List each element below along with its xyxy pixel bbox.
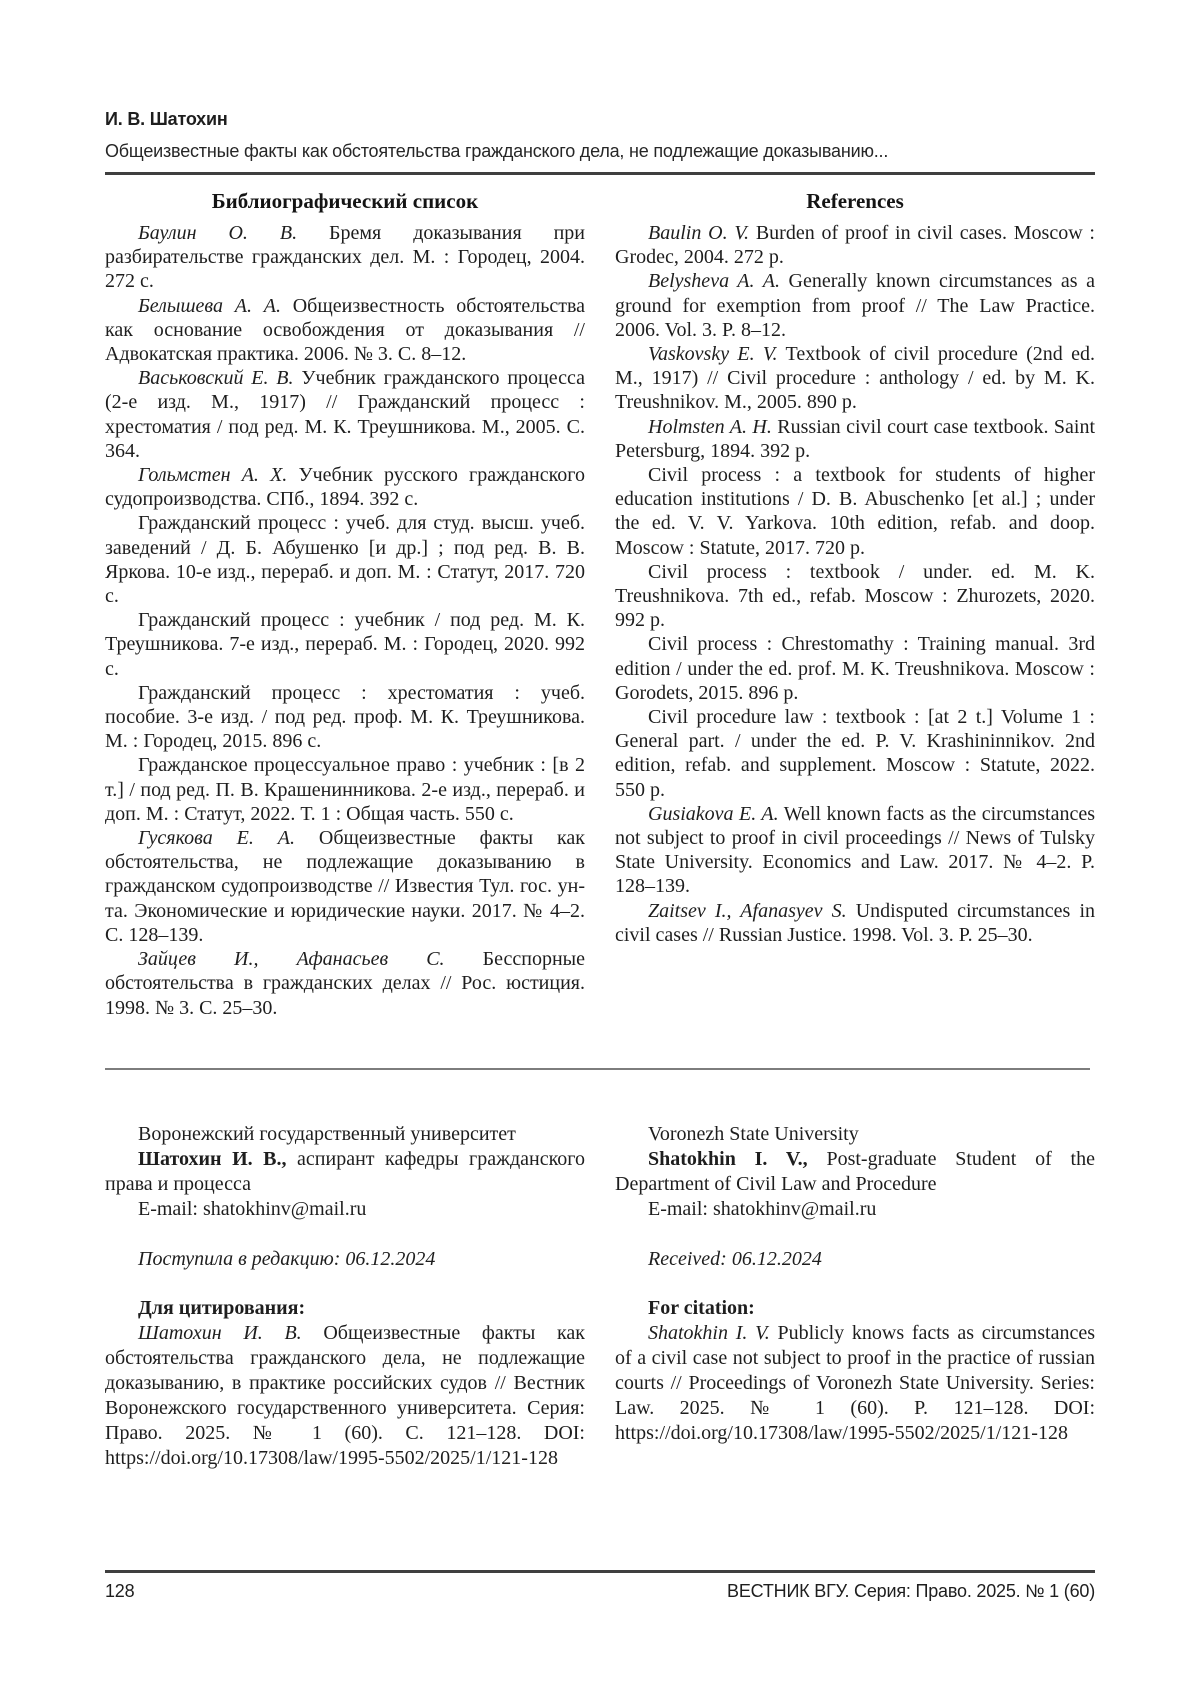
entry-author: Гольмстен А. Х. [138,464,288,487]
entry-author: Гусякова Е. А. [138,827,295,850]
bibliography-section [105,188,585,1020]
received-ru: Поступила в редакцию: 06.12.2024 [138,1248,436,1270]
affiliation-ru: Воронежский государственный университет [138,1123,516,1145]
entry-text: Учебник гражданского процесса (2-е изд. М., 1917) // Гражданский процесс : хрестоматия / под ред. М. К. Треушникова. М., 2005. С. 364. [105,367,585,462]
citation-text-ru: Общеизвестные факты как обстоятельства гражданского дела, не подлежащие доказыванию, в практике российских судов // Вестник Воронежского государственного университета. Серия: Право. 2025. № 1 (60). С. 121–128. DOI: https://doi.org/10.17308/law/1995-5502/2025/1/121-128 [105,1322,585,1469]
reference-entry [105,366,585,463]
author-info-columns [105,1122,1095,1471]
bibliography-title: Библиографический список [211,189,479,213]
reference-entry [615,705,1095,802]
running-header-author: И. В. Шатохин [105,109,228,129]
reference-entry [105,681,585,754]
entry-text: Гражданский процесс : учебник / под ред. М. К. Треушникова. 7-е изд., перераб. М. : Городец, 2020. 992 с. [105,609,585,680]
author-line-ru [105,1147,585,1197]
reference-entry [615,899,1095,947]
reference-entry [105,826,585,947]
entry-text: Учебник русского гражданского судопроизводства. СПб., 1894. 392 с. [105,464,585,511]
entry-text: Общеизвестность обстоятельства как основание освобождения от доказывания // Адвокатская практика. 2006. № 3. С. 8–12. [105,294,586,366]
section-divider [105,1068,1090,1070]
entry-text: Бесспорные обстоятельства в гражданских делах // Рос. юстиция. 1998. № 3. С. 25–30. [105,948,585,1019]
bibliography-list [105,221,585,1020]
reference-entry [615,342,1095,415]
entry-author: Belysheva A. A. [648,270,780,293]
entry-text: Generally known circumstances as a ground for exemption from proof // The Law Practice. 2006. Vol. 3. P. 8–12. [615,270,1096,341]
page-number: 128 [105,1581,135,1601]
entry-text: Civil process : Chrestomathy : Training manual. 3rd edition / under the ed. prof. M. K. Treushnikova. Moscow : Gorodets, 2015. 896 p. [615,633,1095,704]
journal-title: ВЕСТНИК ВГУ. Серия: Право. 2025. № 1 (60) [727,1581,1095,1601]
entry-text: Russian civil court case textbook. Saint Petersburg, 1894. 392 p. [615,415,1096,462]
entry-text: Civil procedure law : textbook : [at 2 t.] Volume 1 : General part. / under the ed. P. V. Krashininnikov. 2nd edition, refab. and supplement. Moscow : Statute, 2022. 550 p. [615,706,1095,801]
entry-text: Civil process : a textbook for students of higher education institutions / D. B. Abuschenko [et al.] ; under the ed. V. V. Yarkova. 10th edition, refab. and doop. Moscow : Statute, 2017. 720 p. [615,464,1095,559]
entry-author: Зайцев И., Афанасьев С. [138,948,445,971]
reference-entry [105,463,585,511]
citation-label-en: For citation: [648,1297,755,1319]
author-info-en [615,1122,1095,1471]
reference-entry [105,753,585,826]
entry-text: Гражданский процесс : учеб. для студ. высш. учеб. заведений / Д. Б. Абушенко [и др.] ; под ред. В. В. Яркова. 10-е изд., перераб. и доп. М. : Статут, 2017. 720 с. [105,512,585,608]
entry-author: Zaitsev I., Afanasyev S. [648,899,847,922]
reference-entry [615,560,1095,633]
entry-author: Vaskovsky E. V. [648,343,778,366]
entry-text: Бремя доказывания при разбирательстве гражданских дел. М. : Городец, 2004. 272 с. [105,222,586,293]
entry-text: Общеизвестные факты как обстоятельства, не подлежащие доказыванию в гражданском судопроизводстве // Известия Тул. гос. ун-та. Экономические и юридические науки. 2017. № 4–2. С. 128–139. [105,827,586,946]
author-position-ru: аспирант кафедры гражданского права и процесса [105,1148,585,1195]
reference-entry [615,415,1095,463]
citation-author-en: Shatokhin I. V. [648,1322,770,1344]
entry-author: Васьковский Е. В. [138,367,294,390]
running-header [105,108,1095,175]
reference-entry [105,511,585,608]
reference-entry [615,221,1095,269]
affiliation-en: Voronezh State University [648,1123,859,1145]
author-name-ru: Шатохин И. В., [138,1148,287,1170]
references-section [615,188,1095,1020]
reference-entry [105,947,585,1020]
citation-label-ru: Для цитирования: [138,1297,306,1319]
entry-author: Baulin O. V. [648,222,750,244]
reference-entry [105,221,585,294]
page-footer [105,1570,1095,1602]
entry-text: Гражданский процесс : хрестоматия : учеб. пособие. 3-е изд. / под ред. проф. М. К. Треушникова. М. : Городец, 2015. 896 с. [105,681,585,753]
reference-entry [615,802,1095,899]
entry-author: Баулин О. В. [138,222,298,244]
entry-text: Textbook of civil procedure (2nd ed. M., 1917) // Civil procedure : anthology / ed. by M. K. Treushnikov. M., 2005. 890 p. [615,343,1095,414]
email-ru: E-mail: shatokhinv@mail.ru [138,1198,367,1220]
reference-entry [105,608,585,681]
email-en: E-mail: shatokhinv@mail.ru [648,1198,877,1220]
author-name-en: Shatokhin I. V., [648,1148,808,1170]
entry-author: Белышева А. А. [138,294,281,317]
citation-text-en: Publicly knows facts as circumstances of a civil case not subject to proof in the practice of russian courts // Proceedings of Voronezh State University. Series: Law. 2025. № 1 (60). P. 121–128. DOI: https://doi.org/10.17308/law/1995-5502/2025/1/121-128 [615,1322,1095,1444]
author-line-en [615,1147,1095,1197]
entry-text: Burden of proof in civil cases. Moscow : Grodec, 2004. 272 p. [615,222,1095,269]
citation-author-ru: Шатохин И. В. [138,1322,302,1344]
entry-text: Well known facts as the circumstances not subject to proof in civil proceedings // News of Tulsky State University. Economics and Law. 2017. № 4–2. P. 128–139. [615,802,1096,898]
entry-author: Gusiakova E. A. [648,802,779,825]
reference-entry [615,463,1095,560]
author-position-en: Post-graduate Student of the Department of Civil Law and Procedure [615,1148,1095,1195]
entry-author: Holmsten A. H. [648,415,772,438]
reference-entry [615,632,1095,705]
citation-ru [105,1321,585,1471]
references-title: References [806,189,904,213]
reference-entry [615,269,1095,342]
running-header-title: Общеизвестные факты как обстоятельства гражданского дела, не подлежащие доказыванию... [105,141,889,161]
entry-text: Гражданское процессуальное право : учебник : [в 2 т.] / под ред. П. В. Крашенинникова. 2-е изд., перераб. и доп. М. : Статут, 2022. Т. 1 : Общая часть. 550 с. [105,754,585,825]
entry-text: Undisputed circumstances in civil cases // Russian Justice. 1998. Vol. 3. P. 25–30. [615,899,1096,946]
entry-text: Civil process : textbook / under. ed. M. K. Treushnikova. 7th ed., refab. Moscow : Zhurozets, 2020. 992 p. [615,560,1095,632]
reference-entry [105,294,585,367]
received-en: Received: 06.12.2024 [648,1248,822,1270]
citation-en [615,1321,1095,1446]
author-info-ru [105,1122,585,1471]
references-list [615,221,1095,947]
reference-columns [105,188,1095,1020]
